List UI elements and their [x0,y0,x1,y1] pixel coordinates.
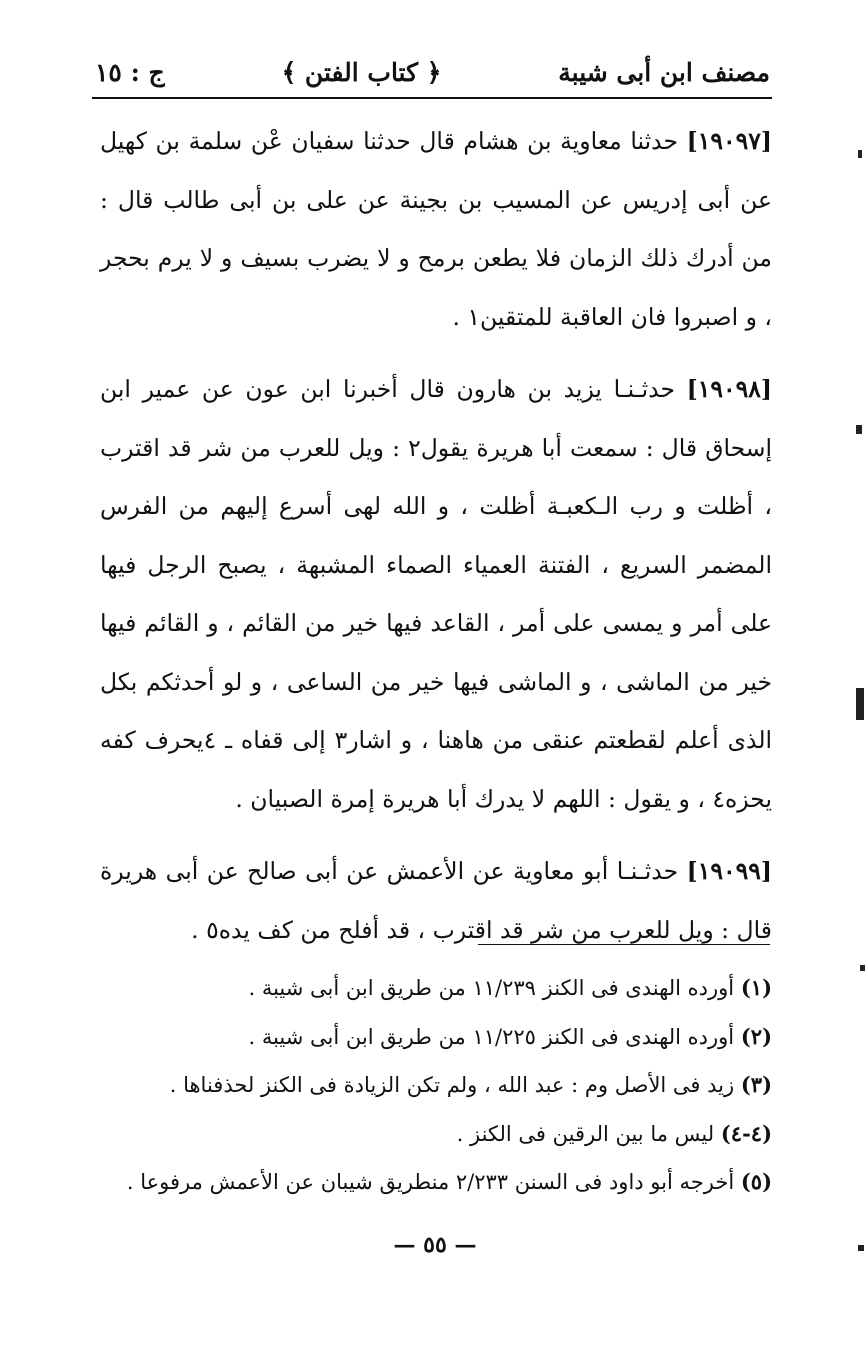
footnote-text: أورده الهندى فى الكنز ١١/٢٢٥ من طريق ابن أبى شيبة . [248,1024,735,1049]
footnote [100,1158,772,1207]
scan-edge-mark [858,150,862,158]
hadith-entry [100,112,772,346]
hadith-entry [100,360,772,828]
scan-edge-mark [856,688,864,720]
footnote-number: (٣) [740,1072,772,1097]
footnote [100,1110,772,1159]
main-text [100,112,772,973]
footnotes [100,964,772,1207]
footnote-text: زيد فى الأصل وم : عبد الله ، ولم تكن الزيادة فى الكنز لحذفناها . [169,1073,735,1097]
scan-edge-mark [858,1245,864,1251]
footnote [100,1061,772,1110]
footnote-number: (١) [740,975,772,1000]
footnote [100,1013,772,1062]
section-title: ﴿ كتاب الفتن ﴾ [281,57,442,87]
footnote-text: ليس ما بين الرقين فى الكنز . [456,1121,715,1146]
entry-number: [١٩٠٩٩] [686,857,772,885]
scan-edge-mark [856,425,862,434]
footnote-number: (٤-٤) [720,1120,772,1146]
footnote-text: أورده الهندى فى الكنز ١١/٢٣٩ من طريق ابن أبى شيبة . [248,976,735,1000]
footnote-rule [478,944,770,945]
entry-text: حدثـنـا يزيد بن هارون قال أخبرنا ابن عون عن عمير ابن إسحاق قال : سمعت أبا هريرة يقول٢ : ويل للعرب من شر قد اقترب ، أظلت و رب الـكعبـة أظلت ، و الله لهى أسرع إليهم من الفرس المضمر السريع ، الفتنة العمياء الصماء المشبهة ، يصبح الرجل فيها على أمر و يمسى على أمر ، القاعد فيها خير من القائم ، و القائم فيها خير من الماشى ، و الماشى فيها خير من الساعى ، و لو أحدثكم بكل الذى أعلم لقطعتم عنقى من هاهنا ، و اشار٣ إلى قفاه ـ ٤يحرف كفه يحزه٤ ، و يقول : اللهم لا يدرك أبا هريرة إمرة الصبيان . [100,375,773,813]
footnote-text: أخرجه أبو داود فى السنن ٢/٢٣٣ منطريق شيبان عن الأعمش مرفوعا . [126,1170,735,1194]
book-title: مصنف ابن أبى شيبة [558,57,770,87]
entry-text: حدثنا معاوية بن هشام قال حدثنا سفيان عْن سلمة بن كهيل عن أبى إدريس عن المسيب بن بجينة عن على بن أبى طالب قال : من أدرك ذلك الزمان فلا يطعن برمح و لا يضرب بسيف و لا يرم بحجر ، و اصبروا فان العاقبة للمتقين١ . [100,127,772,331]
page-number: — ٥٥ — [393,1232,477,1258]
footnote-number: (٥) [740,1169,772,1194]
volume-number: ج : ١٥ [95,57,165,87]
footnote [100,964,772,1013]
scan-edge-mark [860,965,865,971]
running-header [95,48,770,96]
hadith-entry [100,842,772,959]
footnote-number: (٢) [740,1023,772,1049]
header-rule [92,97,772,99]
entry-text: حدثـنـا أبو معاوية عن الأعمش عن أبى صالح عن أبى هريرة قال : ويل للعرب من شر قد اقترب ، قد أفلح من كف يده٥ . [100,857,772,944]
entry-number: [١٩٠٩٧] [686,127,772,155]
entry-number: [١٩٠٩٨] [686,375,772,403]
